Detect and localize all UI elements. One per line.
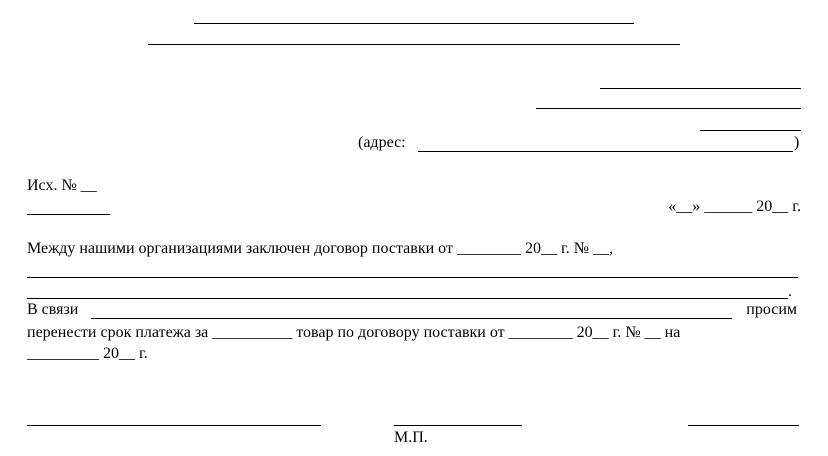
- recipient-line-3: [700, 130, 801, 131]
- reason-request: просим: [746, 301, 797, 318]
- reason-line: [91, 318, 732, 319]
- sender-line-1: [194, 23, 634, 24]
- request-sentence: перенести срок платежа за __________ товар по договору поставки от ________ 20__ г. № __ на: [27, 324, 681, 341]
- request-date: _________ 20__ г.: [27, 345, 148, 362]
- signature-line: [394, 425, 522, 426]
- recipient-line-2: [536, 108, 801, 109]
- contract-sentence: Между нашими организациями заключен договор поставки от ________ 20__ г. № __,: [27, 240, 613, 257]
- outgoing-number-line: [27, 214, 110, 215]
- address-label: (адрес:: [358, 134, 406, 151]
- stamp-label: М.П.: [394, 429, 428, 446]
- recipient-line-1: [600, 88, 801, 89]
- address-line: [418, 151, 793, 152]
- contract-details-line-2: [27, 298, 788, 299]
- outgoing-number-label: Исх. № __: [27, 177, 97, 194]
- address-close: ): [794, 134, 800, 151]
- sender-line-2: [148, 44, 680, 45]
- contract-details-line-1: [27, 277, 798, 278]
- sentence-period: .: [788, 283, 792, 300]
- reason-label: В связи: [27, 301, 79, 318]
- signatory-name-line: [688, 425, 799, 426]
- letter-date: «__» ______ 20__ г.: [668, 198, 801, 215]
- signatory-position-line: [27, 425, 321, 426]
